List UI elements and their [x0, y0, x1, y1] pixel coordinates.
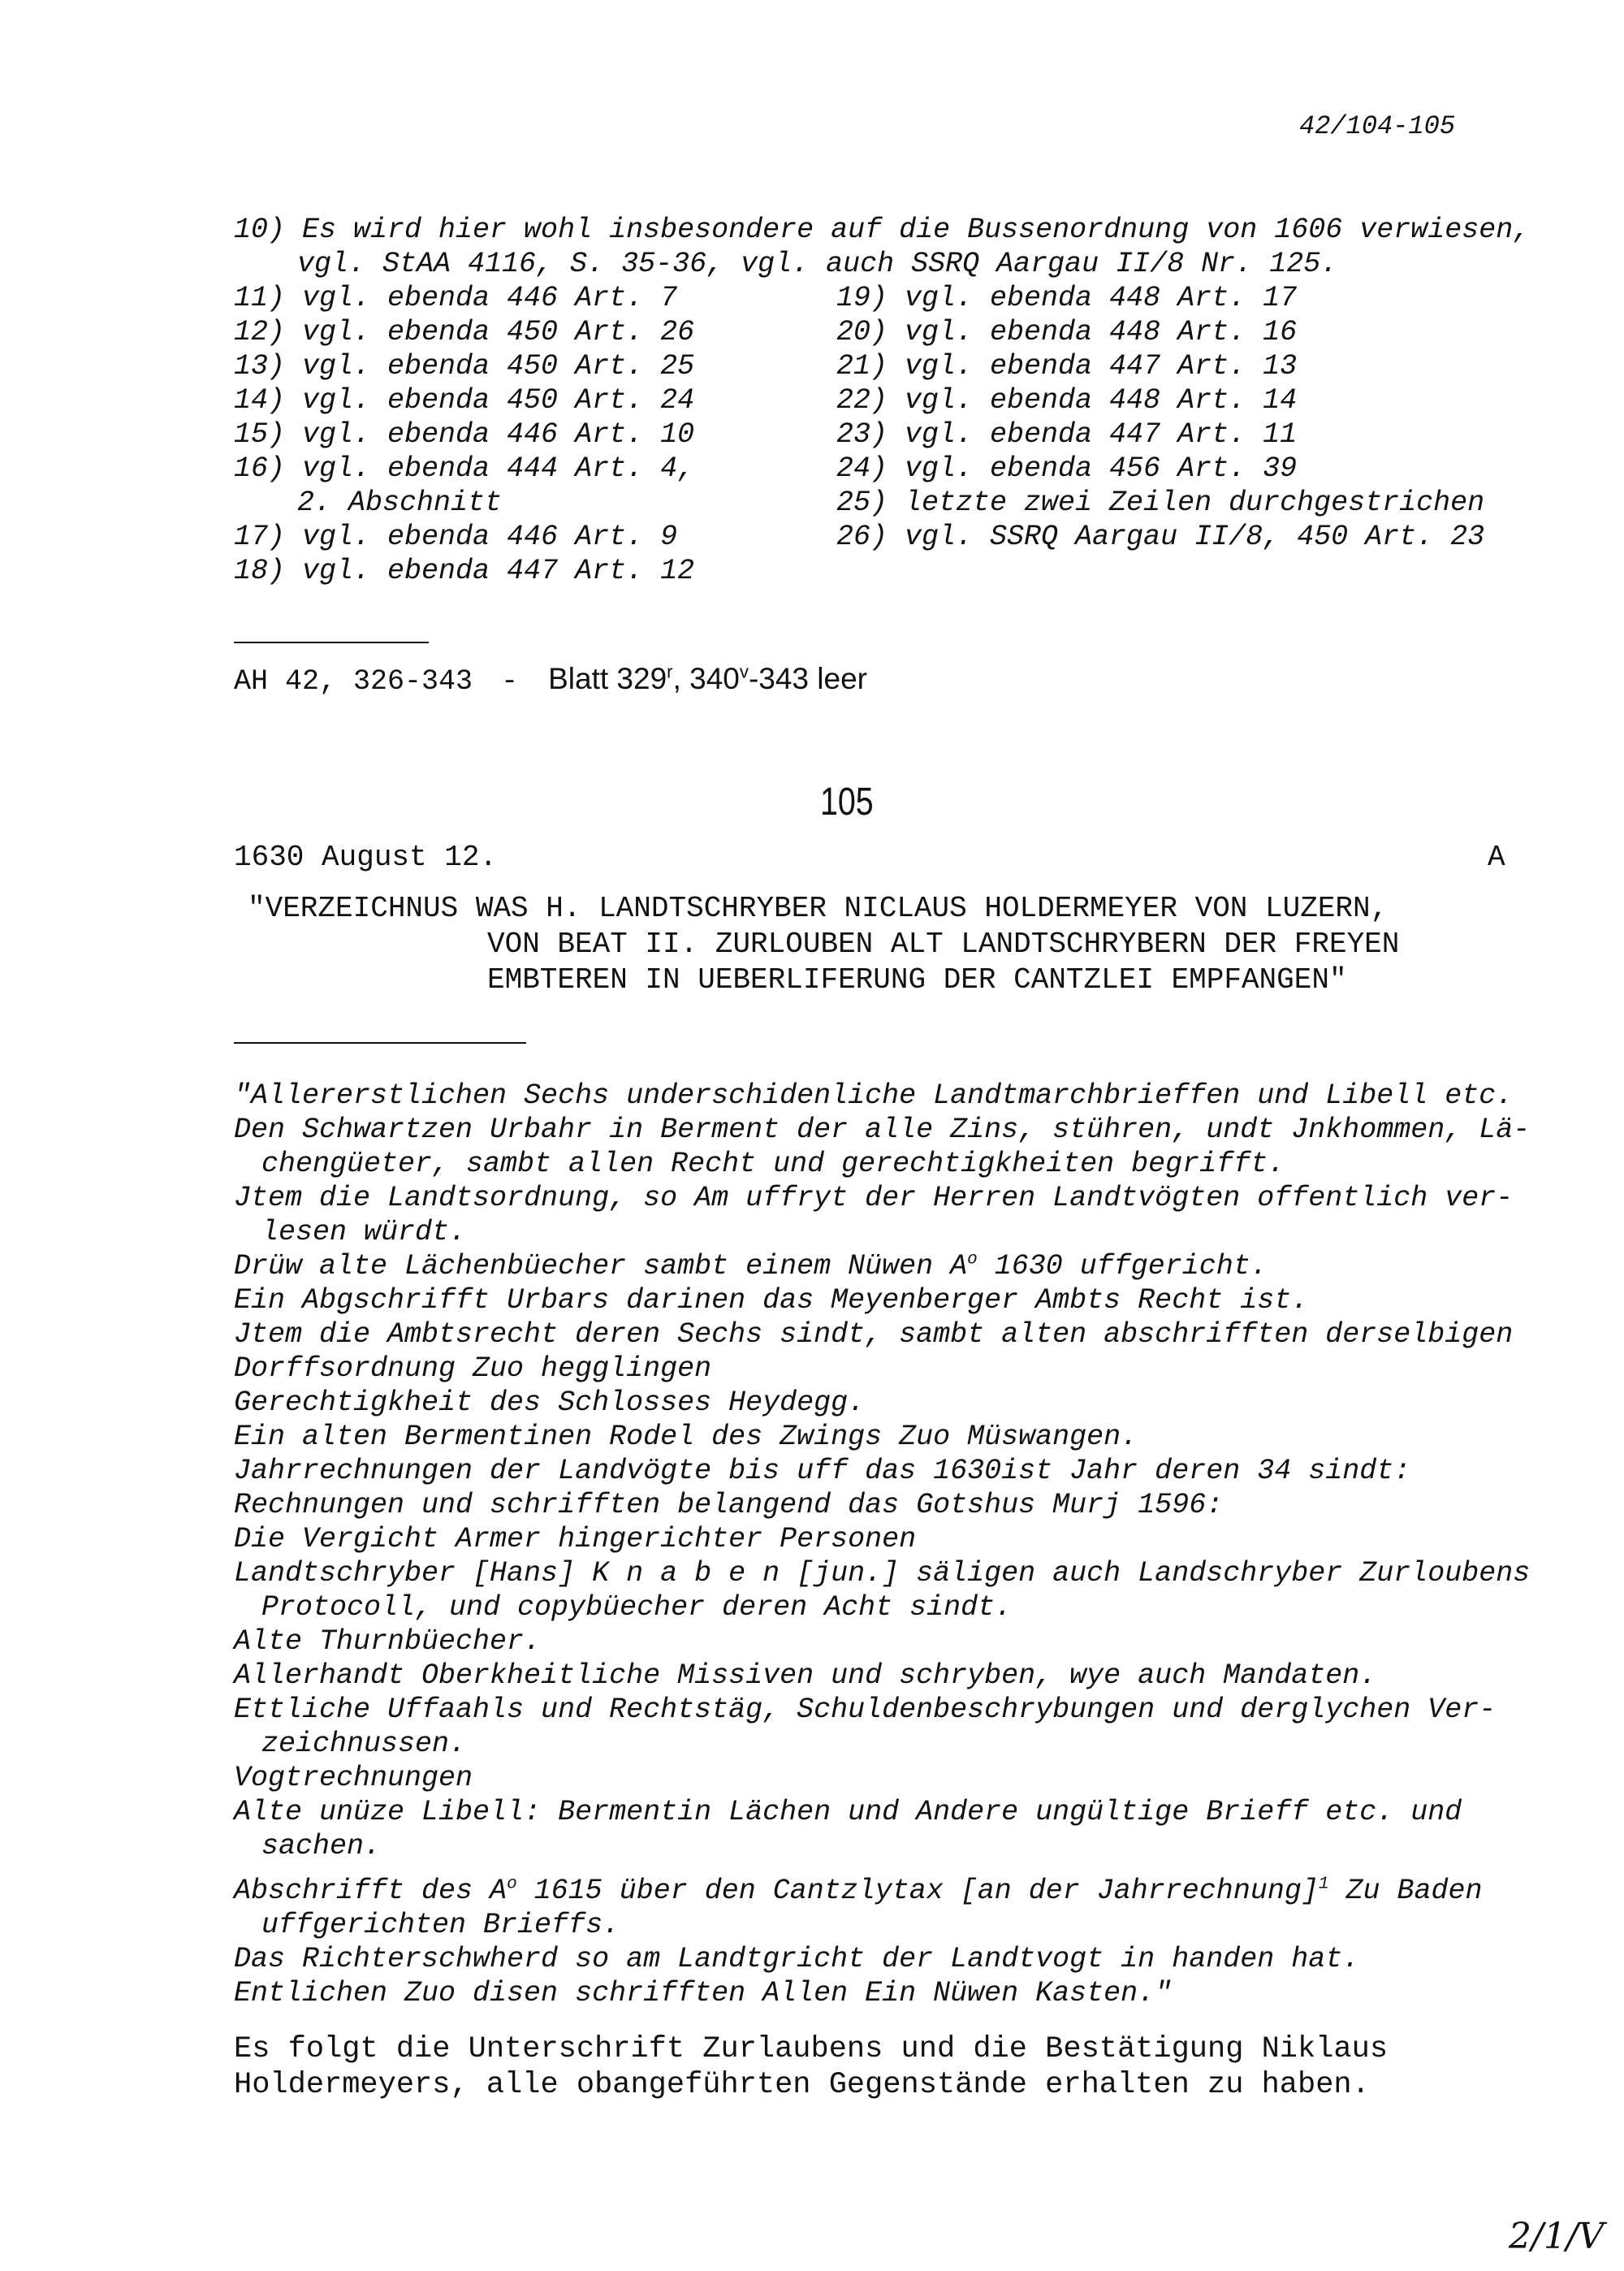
footnote-26: 26) vgl. SSRQ Aargau II/8, 450 Art. 23	[836, 521, 1485, 553]
closing-line1: Es folgt die Unterschrift Zurlaubens und die Bestätigung Niklaus	[234, 2032, 1389, 2066]
footnote-15: 15) vgl. ebenda 446 Art. 10	[234, 418, 695, 451]
entry-8: Gerechtigkheit des Schlosses Heydegg.	[234, 1386, 866, 1419]
entry-15: Allerhandt Oberkheitliche Missiven und schryben, wye auch Mandaten.	[234, 1659, 1377, 1692]
source-blatt	[548, 662, 867, 695]
entry-19-mid: 1615 über den Cantzlytax [an der Jahrrechnung]	[516, 1875, 1319, 1907]
footnote-22: 22) vgl. ebenda 448 Art. 14	[836, 384, 1298, 417]
footnote-10-line2: vgl. StAA 4116, S. 35-36, vgl. auch SSRQ Aargau II/8 Nr. 125.	[297, 248, 1338, 280]
footnote-19: 19) vgl. ebenda 448 Art. 17	[836, 282, 1298, 314]
entry-2-cont: chengüeter, sambt allen Recht und gerechtigkheiten begrifft.	[261, 1148, 1285, 1180]
footnote-18: 18) vgl. ebenda 447 Art. 12	[234, 555, 695, 587]
entry-19-tail: Zu Baden	[1328, 1875, 1483, 1907]
footnote-16-cont: 2. Abschnitt	[297, 487, 503, 519]
footnote-24: 24) vgl. ebenda 456 Art. 39	[836, 452, 1298, 485]
entry-11: Rechnungen und schrifften belangend das Gotshus Murj 1596:	[234, 1489, 1224, 1521]
footnote-21: 21) vgl. ebenda 447 Art. 13	[836, 350, 1298, 383]
blatt-tail: -343 leer	[748, 662, 867, 695]
footnote-10-line1: 10) Es wird hier wohl insbesondere auf die Bussenordnung von 1606 verwiesen,	[234, 214, 1531, 246]
entry-13-cont: Protocoll, und copybüecher deren Acht sindt.	[261, 1591, 1013, 1624]
entry-19	[234, 1874, 1482, 1908]
blatt-sup-r: r	[667, 661, 673, 682]
entry-10: Jahrrechnungen der Landvögte bis uff das 1630ist Jahr deren 34 sindt:	[234, 1455, 1411, 1487]
document-number: 105	[820, 781, 874, 824]
blatt-mid: , 340	[672, 662, 740, 695]
entry-13: Landtschryber [Hans] K n a b e n [jun.] säligen auch Landschryber Zurloubens	[234, 1557, 1531, 1590]
closing-line2: Holdermeyers, alle obangeführten Gegenstände erhalten zu haben.	[234, 2068, 1370, 2102]
entry-3: Jtem die Landtsordnung, so Am uffryt der Herren Landtvögten offentlich ver-	[234, 1182, 1514, 1214]
blatt-sup-v: v	[739, 661, 749, 682]
page-reference: 42/104-105	[1299, 111, 1456, 141]
entry-19-text: Abschrifft des A	[234, 1875, 508, 1907]
footnote-25: 25) letzte zwei Zeilen durchgestrichen	[836, 487, 1485, 519]
entry-12: Die Vergicht Armer hingerichter Personen	[234, 1523, 917, 1555]
entry-4	[234, 1249, 1268, 1283]
footnote-12: 12) vgl. ebenda 450 Art. 26	[234, 316, 695, 348]
entry-3-cont: lesen würdt.	[261, 1216, 467, 1248]
entry-1: "Allererstlichen Sechs underschidenliche Landtmarchbrieffen und Libell etc.	[234, 1079, 1514, 1112]
title-line1: "VERZEICHNUS WAS H. LANDTSCHRYBER NICLAUS HOLDERMEYER VON LUZERN,	[248, 892, 1389, 925]
entry-21: Entlichen Zuo disen schrifften Allen Ein Nüwen Kasten."	[234, 1977, 1173, 2009]
entry-7: Dorffsordnung Zuo hegglingen	[234, 1352, 712, 1385]
entry-16: Ettliche Uffaahls und Rechtstäg, Schuldenbeschrybungen und derglychen Ver-	[234, 1694, 1497, 1726]
entry-17: Vogtrechnungen	[234, 1762, 473, 1794]
entry-20: Das Richterschwherd so am Landtgricht der Landtvogt in handen hat.	[234, 1943, 1360, 1975]
source-line	[234, 662, 867, 698]
document-date: 1630 August 12.	[234, 841, 498, 874]
entry-18-cont: sachen.	[261, 1830, 382, 1862]
footnote-11: 11) vgl. ebenda 446 Art. 7	[234, 282, 678, 314]
document-marker: A	[1488, 841, 1505, 874]
entry-19-footnote-ref: 1	[1318, 1875, 1329, 1894]
title-line3: EMBTEREN IN UEBERLIFERUNG DER CANTZLEI EMPFANGEN"	[487, 963, 1347, 997]
footnote-13: 13) vgl. ebenda 450 Art. 25	[234, 350, 695, 383]
source-dash: -	[501, 665, 519, 698]
handwritten-margin-note: 2/1/V	[1509, 2216, 1605, 2257]
footnote-23: 23) vgl. ebenda 447 Art. 11	[836, 418, 1298, 451]
footnote-divider	[234, 642, 429, 643]
entry-19-sup: o	[507, 1875, 517, 1894]
entry-2: Den Schwartzen Urbahr in Berment der alle Zins, stühren, undt Jnkhommen, Lä-	[234, 1114, 1531, 1146]
entry-5: Ein Abgschrifft Urbars darinen das Meyenberger Ambts Recht ist.	[234, 1284, 1309, 1317]
footnote-17: 17) vgl. ebenda 446 Art. 9	[234, 521, 678, 553]
entry-4-tail: 1630 uffgericht.	[977, 1250, 1268, 1283]
blatt-text: Blatt 329	[548, 662, 667, 695]
entry-14: Alte Thurnbüecher.	[234, 1625, 542, 1658]
footnote-20: 20) vgl. ebenda 448 Art. 16	[836, 316, 1298, 348]
entry-4-sup: o	[967, 1250, 978, 1270]
entry-9: Ein alten Bermentinen Rodel des Zwings Zuo Müswangen.	[234, 1421, 1138, 1453]
entry-16-cont: zeichnussen.	[261, 1728, 467, 1760]
footnote-16: 16) vgl. ebenda 444 Art. 4,	[234, 452, 695, 485]
entry-4-text: Drüw alte Lächenbüecher sambt einem Nüwen A	[234, 1250, 968, 1283]
entry-19-cont: uffgerichten Brieffs.	[261, 1909, 620, 1941]
source-prefix: AH 42, 326-343	[234, 665, 473, 698]
title-divider	[234, 1042, 526, 1044]
entry-6: Jtem die Ambtsrecht deren Sechs sindt, sambt alten abschrifften derselbigen	[234, 1318, 1514, 1351]
footnote-14: 14) vgl. ebenda 450 Art. 24	[234, 384, 695, 417]
entry-18: Alte unüze Libell: Bermentin Lächen und Andere ungültige Brieff etc. und	[234, 1796, 1462, 1828]
title-line2: VON BEAT II. ZURLOUBEN ALT LANDTSCHRYBERN DER FREYEN	[487, 928, 1400, 961]
